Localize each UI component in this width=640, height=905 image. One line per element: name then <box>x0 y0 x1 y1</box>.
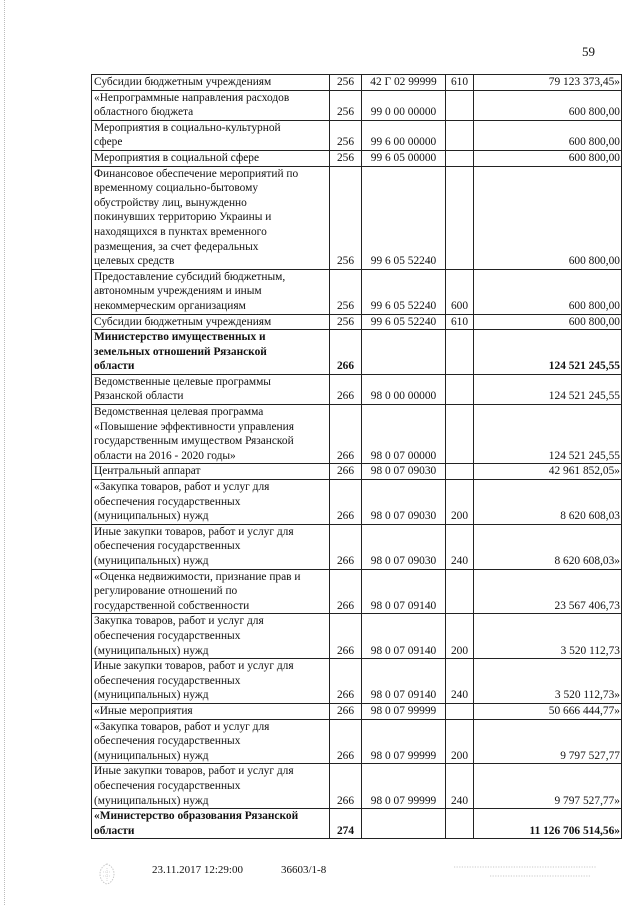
cell-name-line: временному социально-бытовому <box>94 182 259 195</box>
cell-target-code: 99 6 05 52240 <box>362 314 446 330</box>
cell-name-line: обеспечения государственных <box>94 779 241 792</box>
cell-code: 274 <box>330 809 362 839</box>
cell-name-line: области на 2016 - 2020 годы» <box>94 449 236 462</box>
cell-amount: 600 800,00 <box>474 269 622 314</box>
table-row <box>92 330 622 375</box>
cell-target-code: 98 0 07 09140 <box>362 614 446 659</box>
cell-name-line: государственной собственности <box>94 599 250 612</box>
cell-name <box>92 719 330 764</box>
cell-code: 266 <box>330 719 362 764</box>
cell-expense-type <box>446 150 474 166</box>
cell-name-line: Иные закупки товаров, работ и услуг для <box>94 525 294 538</box>
cell-name <box>92 464 330 480</box>
cell-expense-type <box>446 90 474 120</box>
cell-name-line: регулирование отношений по <box>94 585 238 598</box>
cell-name <box>92 90 330 120</box>
cell-expense-type: 240 <box>446 524 474 569</box>
table-row <box>92 75 622 91</box>
cell-amount: 9 797 527,77» <box>474 764 622 809</box>
cell-amount: 124 521 245,55 <box>474 374 622 404</box>
cell-name-line: Закупка товаров, работ и услуг для <box>94 615 264 628</box>
footer-date: 23.11.2017 12:29:00 <box>152 864 243 876</box>
cell-code: 256 <box>330 166 362 269</box>
footer-document-code: 36603/1-8 <box>281 864 327 876</box>
cell-target-code: 98 0 07 09140 <box>362 569 446 614</box>
cell-code: 266 <box>330 703 362 719</box>
cell-name-line: Ведомственная целевая программа <box>94 406 264 419</box>
table-row <box>92 524 622 569</box>
cell-amount: 42 961 852,05» <box>474 464 622 480</box>
cell-expense-type: 240 <box>446 659 474 704</box>
cell-name-line: «Повышение эффективности управления <box>94 420 294 433</box>
cell-name-line: обеспечения государственных <box>94 735 241 748</box>
cell-name-line: (муниципальных) нужд <box>94 555 209 567</box>
cell-amount: 8 620 608,03» <box>474 524 622 569</box>
cell-name-line: Мероприятия в социально-культурной <box>94 121 281 134</box>
cell-amount: 600 800,00 <box>474 90 622 120</box>
cell-name <box>92 659 330 704</box>
cell-code: 256 <box>330 314 362 330</box>
cell-name-line: Финансовое обеспечение мероприятий по <box>94 167 299 180</box>
cell-name-line: обеспечения государственных <box>94 540 241 553</box>
table-row <box>92 614 622 659</box>
cell-name-line: (муниципальных) нужд <box>94 689 209 702</box>
cell-expense-type: 600 <box>446 269 474 314</box>
cell-name-line: размещения, за счет федеральных <box>94 240 259 253</box>
cell-name-line: обеспечения государственных <box>94 629 241 642</box>
table-row <box>92 659 622 704</box>
cell-amount: 3 520 112,73» <box>474 659 622 704</box>
cell-name-line: (муниципальных) нужд <box>94 794 209 807</box>
cell-name <box>92 75 330 91</box>
cell-expense-type <box>446 166 474 269</box>
cell-name-line: покинувших территорию Украины и <box>94 211 272 224</box>
cell-name-line: Министерство имущественных и <box>94 331 266 344</box>
cell-amount: 600 800,00 <box>474 150 622 166</box>
cell-code: 256 <box>330 150 362 166</box>
cell-name <box>92 764 330 809</box>
electronic-stamp <box>450 862 600 885</box>
cell-name <box>92 614 330 659</box>
table-row <box>92 719 622 764</box>
table-row <box>92 166 622 269</box>
cell-name <box>92 524 330 569</box>
cell-name <box>92 166 330 269</box>
cell-target-code: 98 0 07 09140 <box>362 659 446 704</box>
cell-name-line: обустройству лиц, вынужденно <box>94 196 247 209</box>
table-row <box>92 405 622 464</box>
cell-amount: 600 800,00 <box>474 314 622 330</box>
cell-expense-type <box>446 374 474 404</box>
cell-expense-type <box>446 120 474 150</box>
cell-amount: 9 797 527,77 <box>474 719 622 764</box>
cell-name-line: «Закупка товаров, работ и услуг для <box>94 720 270 733</box>
cell-name-line: областного бюджета <box>94 106 194 119</box>
cell-name <box>92 120 330 150</box>
cell-expense-type <box>446 809 474 839</box>
cell-name <box>92 569 330 614</box>
table-row <box>92 569 622 614</box>
cell-amount: 23 567 406,73 <box>474 569 622 614</box>
table-row <box>92 90 622 120</box>
cell-name <box>92 150 330 166</box>
cell-expense-type <box>446 464 474 480</box>
cell-code: 256 <box>330 269 362 314</box>
table-row <box>92 314 622 330</box>
cell-name-line: (муниципальных) нужд <box>94 749 209 762</box>
cell-name <box>92 374 330 404</box>
cell-name-line: Субсидии бюджетным учреждениям <box>94 315 272 328</box>
table-row <box>92 464 622 480</box>
cell-name-line: Субсидии бюджетным учреждениям <box>94 76 272 88</box>
cell-name-line: целевых средств <box>94 255 175 268</box>
cell-target-code: 99 0 00 00000 <box>362 90 446 120</box>
cell-amount: 79 123 373,45» <box>474 75 622 91</box>
cell-expense-type: 200 <box>446 719 474 764</box>
cell-name-line: государственным имуществом Рязанской <box>94 435 294 448</box>
cell-amount: 3 520 112,73 <box>474 614 622 659</box>
cell-code: 266 <box>330 374 362 404</box>
cell-amount: 50 666 444,77» <box>474 703 622 719</box>
cell-name-line: Иные закупки товаров, работ и услуг для <box>94 765 294 778</box>
cell-code: 256 <box>330 75 362 91</box>
cell-target-code: 99 6 05 00000 <box>362 150 446 166</box>
cell-name <box>92 405 330 464</box>
cell-name <box>92 269 330 314</box>
cell-name-line: земельных отношений Рязанской <box>94 345 267 358</box>
cell-code: 266 <box>330 330 362 375</box>
cell-name-line: «Министерство образования Рязанской <box>94 810 299 823</box>
cell-code: 266 <box>330 614 362 659</box>
cell-name-line: обеспечения государственных <box>94 495 241 508</box>
cell-expense-type: 610 <box>446 314 474 330</box>
cell-target-code <box>362 330 446 375</box>
cell-name <box>92 809 330 839</box>
cell-code: 266 <box>330 524 362 569</box>
cell-target-code: 99 6 05 52240 <box>362 166 446 269</box>
cell-code: 266 <box>330 764 362 809</box>
cell-name <box>92 480 330 525</box>
table-row <box>92 269 622 314</box>
cell-name-line: Ведомственные целевые программы <box>94 375 271 388</box>
table-row <box>92 809 622 839</box>
cell-target-code: 99 6 00 00000 <box>362 120 446 150</box>
cell-expense-type: 610 <box>446 75 474 91</box>
cell-name <box>92 703 330 719</box>
table-row <box>92 120 622 150</box>
cell-code: 266 <box>330 480 362 525</box>
emblem-icon <box>96 862 118 886</box>
cell-code: 256 <box>330 90 362 120</box>
cell-name-line: (муниципальных) нужд <box>94 510 209 523</box>
table-row <box>92 374 622 404</box>
cell-amount: 600 800,00 <box>474 120 622 150</box>
cell-code: 266 <box>330 659 362 704</box>
cell-code: 266 <box>330 464 362 480</box>
cell-target-code: 98 0 07 09030 <box>362 464 446 480</box>
cell-target-code: 98 0 07 09030 <box>362 524 446 569</box>
cell-name-line: автономным учреждениям и иным <box>94 285 262 298</box>
cell-name-line: «Оценка недвижимости, признание прав и <box>94 570 301 583</box>
cell-name-line: сфере <box>94 136 123 149</box>
cell-expense-type <box>446 703 474 719</box>
table-row <box>92 480 622 525</box>
cell-amount: 600 800,00 <box>474 166 622 269</box>
cell-name-line: находящихся в пунктах временного <box>94 225 267 238</box>
cell-target-code: 98 0 07 99999 <box>362 764 446 809</box>
cell-name-line: «Непрограммные направления расходов <box>94 91 290 104</box>
cell-code: 266 <box>330 405 362 464</box>
cell-expense-type: 240 <box>446 764 474 809</box>
cell-target-code: 98 0 07 99999 <box>362 719 446 764</box>
cell-amount: 124 521 245,55 <box>474 405 622 464</box>
cell-name <box>92 314 330 330</box>
cell-expense-type <box>446 330 474 375</box>
cell-amount: 8 620 608,03 <box>474 480 622 525</box>
page-number: 59 <box>582 44 595 59</box>
cell-name-line: Мероприятия в социальной сфере <box>94 151 260 164</box>
cell-name <box>92 330 330 375</box>
cell-target-code: 98 0 07 00000 <box>362 405 446 464</box>
cell-target-code: 98 0 07 99999 <box>362 703 446 719</box>
cell-name-line: «Закупка товаров, работ и услуг для <box>94 481 270 494</box>
cell-amount: 11 126 706 514,56» <box>474 809 622 839</box>
scan-edge <box>4 0 6 905</box>
cell-expense-type <box>446 405 474 464</box>
cell-target-code <box>362 809 446 839</box>
cell-name-line: (муниципальных) нужд <box>94 644 209 657</box>
cell-name-line: «Иные мероприятия <box>94 704 193 717</box>
cell-name-line: некоммерческим организациям <box>94 299 246 312</box>
cell-amount: 124 521 245,55 <box>474 330 622 375</box>
cell-name-line: области <box>94 824 135 837</box>
cell-code: 256 <box>330 120 362 150</box>
cell-name-line: обеспечения государственных <box>94 674 241 687</box>
cell-code: 266 <box>330 569 362 614</box>
table-row <box>92 703 622 719</box>
table-row <box>92 150 622 166</box>
cell-expense-type: 200 <box>446 614 474 659</box>
cell-target-code: 42 Г 02 99999 <box>362 75 446 91</box>
cell-target-code: 98 0 07 09030 <box>362 480 446 525</box>
cell-name-line: Предоставление субсидий бюджетным, <box>94 270 286 283</box>
cell-name-line: области <box>94 360 135 373</box>
budget-table-body <box>92 75 622 839</box>
table-row <box>92 764 622 809</box>
cell-name-line: Рязанской области <box>94 390 184 403</box>
cell-target-code: 98 0 00 00000 <box>362 374 446 404</box>
budget-table <box>91 74 622 839</box>
cell-expense-type: 200 <box>446 480 474 525</box>
cell-expense-type <box>446 569 474 614</box>
cell-target-code: 99 6 05 52240 <box>362 269 446 314</box>
cell-name-line: Иные закупки товаров, работ и услуг для <box>94 660 294 673</box>
cell-name-line: Центральный аппарат <box>94 465 201 478</box>
